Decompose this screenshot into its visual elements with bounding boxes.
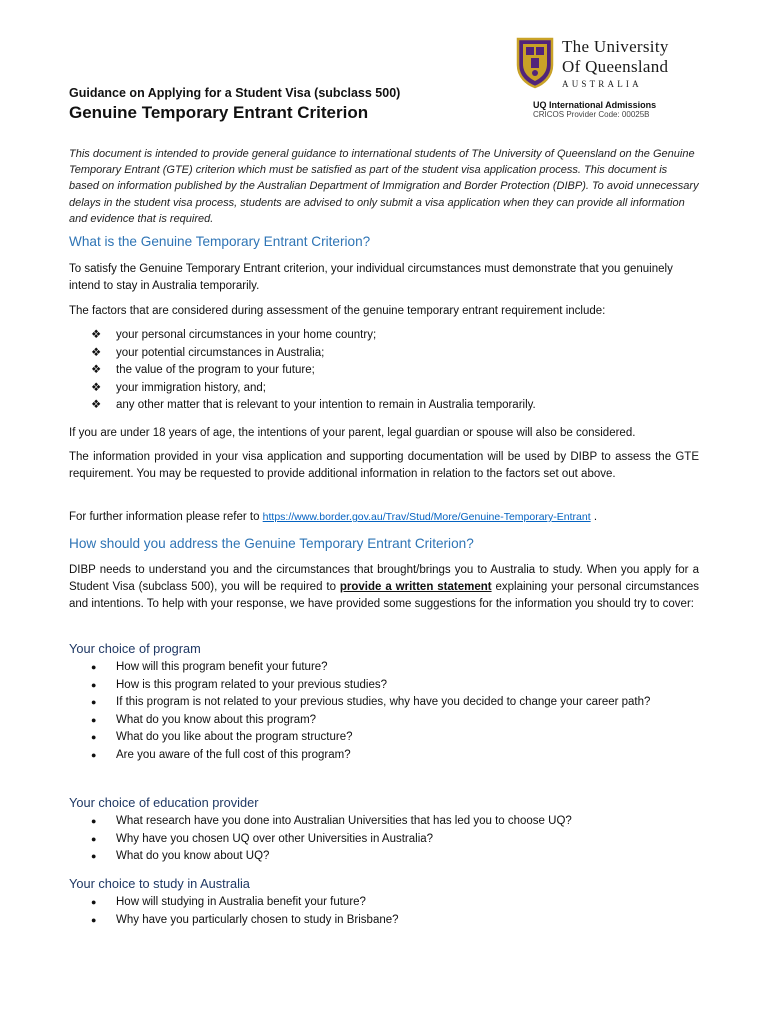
- university-country: AUSTRALIA: [562, 79, 642, 89]
- uq-logo: [510, 35, 710, 95]
- factors-list: [69, 327, 699, 415]
- paragraph-written-statement: DIBP needs to understand you and the circumstances that brought/brings you to Australia to study. When you apply for a Student Visa (subclass 500), you will be required to provide a written statement explaining your personal circumstances and intentions. To help with your response, we have provided some suggestions for the information you should try to cover:: [69, 564, 699, 610]
- university-name-line1: The University: [562, 37, 669, 56]
- list-item: ● What research have you done into Australian Universities that has led you to choose UQ?: [69, 813, 699, 831]
- list-item: ● Why have you particularly chosen to study in Brisbane?: [69, 912, 699, 930]
- subheading-choice-of-provider: Your choice of education provider: [69, 795, 259, 810]
- list-item: ● What do you like about the program structure?: [69, 729, 699, 747]
- list-item: ● How will studying in Australia benefit your future?: [69, 894, 699, 912]
- paragraph-gte-definition: To satisfy the Genuine Temporary Entrant criterion, your individual circumstances must demonstrate that you genuinely intend to stay in Australia temporarily.: [69, 263, 673, 292]
- bullet-icon: ●: [91, 662, 97, 672]
- document-title: Genuine Temporary Entrant Criterion: [69, 103, 369, 122]
- written-statement-emphasis: provide a written statement: [339, 581, 492, 593]
- bullet-icon: ●: [91, 851, 97, 862]
- diamond-bullet-icon: ❖: [91, 364, 102, 377]
- diamond-bullet-icon: ❖: [91, 346, 102, 359]
- list-item: ● How is this program related to your previous studies?: [69, 677, 699, 695]
- list-item: ● What do you know about UQ?: [69, 848, 699, 866]
- diamond-bullet-icon: ❖: [91, 329, 102, 341]
- subheading-choice-of-australia: Your choice to study in Australia: [69, 876, 250, 891]
- paragraph-factors-intro: The factors that are considered during assessment of the genuine temporary entrant requirement include:: [69, 305, 606, 317]
- list-item: ❖ your immigration history, and;: [69, 380, 699, 398]
- bullet-icon: ●: [91, 697, 97, 708]
- bullet-icon: ●: [91, 749, 97, 760]
- document-subtitle: Guidance on Applying for a Student Visa (subclass 500): [69, 86, 401, 100]
- program-questions-list: [69, 659, 699, 765]
- list-item: ❖ your potential circumstances in Australia;: [69, 345, 699, 363]
- paragraph-under-18: If you are under 18 years of age, the intentions of your parent, legal guardian or spouse will also be considered.: [69, 427, 636, 439]
- list-item: ● If this program is not related to your previous studies, why have you decided to change your career path?: [69, 694, 699, 712]
- university-name: [562, 37, 669, 89]
- uq-crest-icon: [516, 37, 554, 89]
- bullet-icon: ●: [91, 833, 97, 844]
- bullet-icon: ●: [91, 914, 97, 925]
- diamond-bullet-icon: ❖: [91, 399, 102, 412]
- border-gov-link[interactable]: https://www.border.gov.au/Trav/Stud/More/Genuine-Temporary-Entrant: [262, 511, 591, 523]
- bullet-icon: ●: [91, 679, 97, 690]
- list-item: ❖ any other matter that is relevant to your intention to remain in Australia temporarily.: [69, 397, 699, 415]
- list-item: ● Are you aware of the full cost of this program?: [69, 747, 699, 765]
- provider-questions-list: [69, 813, 699, 866]
- paragraph-further-info: For further information please refer to https://www.border.gov.au/Trav/Stud/More/Genuine-Temporary-Entrant .: [69, 511, 598, 523]
- australia-questions-list: [69, 894, 699, 929]
- cricos-code: CRICOS Provider Code: 00025B: [533, 110, 650, 119]
- list-item: ❖ your personal circumstances in your home country;: [69, 327, 699, 345]
- diamond-bullet-icon: ❖: [91, 381, 102, 394]
- bullet-icon: ●: [91, 897, 97, 907]
- list-item: ● Why have you chosen UQ over other Universities in Australia?: [69, 831, 699, 849]
- list-item: ● What do you know about this program?: [69, 712, 699, 730]
- subheading-choice-of-program: Your choice of program: [69, 641, 201, 656]
- bullet-icon: ●: [91, 714, 97, 725]
- list-item: ● How will this program benefit your future?: [69, 659, 699, 677]
- list-item: ❖ the value of the program to your future;: [69, 362, 699, 380]
- intro-paragraph: This document is intended to provide general guidance to international students of The University of Queensland on the Genuine Temporary Entrant (GTE) criterion which must be satisfied as part of the student visa application process. This document is based on information published by the Australian Department of Immigration and Border Protection (DIBP). To avoid unnecessary delays in the student visa process, students are advised to only submit a visa application when they can provide all information and evidence that is required.: [69, 148, 699, 225]
- university-name-line2: Of Queensland: [562, 57, 669, 76]
- admissions-label: UQ International Admissions: [533, 100, 657, 110]
- section-heading-how-to-address: How should you address the Genuine Temporary Entrant Criterion?: [69, 536, 474, 551]
- section-heading-what-is-gte: What is the Genuine Temporary Entrant Criterion?: [69, 234, 371, 249]
- paragraph-dibp-assessment: The information provided in your visa application and supporting documentation will be used by DIBP to assess the GTE requirement. You may be requested to provide additional information in relation to the factors set out above.: [69, 451, 699, 480]
- bullet-icon: ●: [91, 732, 97, 743]
- bullet-icon: ●: [91, 816, 97, 826]
